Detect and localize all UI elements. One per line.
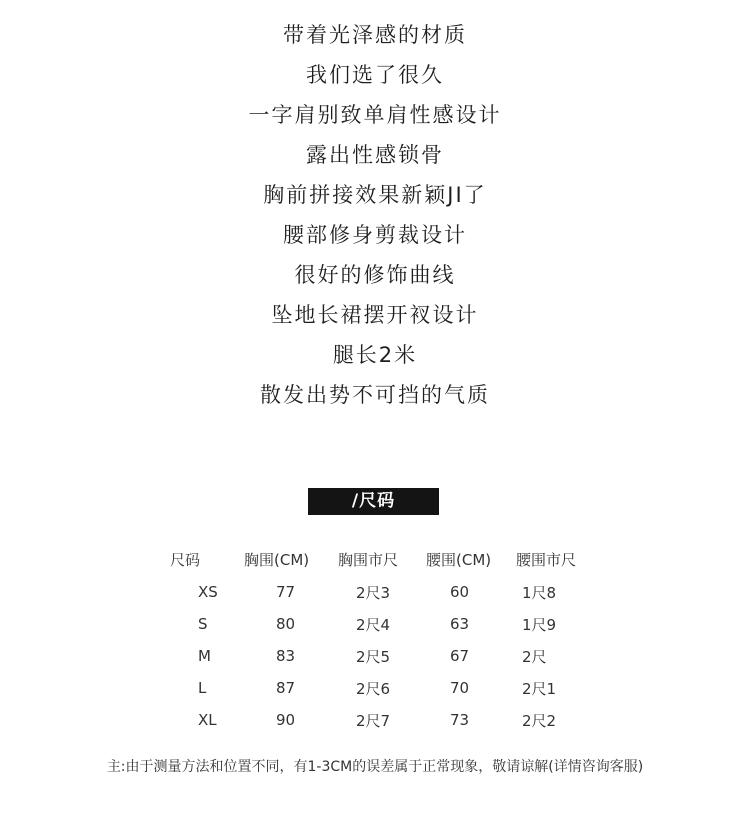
column-header: 尺码: [170, 550, 201, 569]
description-line: 一字肩别致单肩性感设计: [248, 103, 502, 127]
table-cell: XL: [198, 711, 217, 729]
column-header: 腰围市尺: [516, 550, 577, 569]
measurement-note: 主:由于测量方法和位置不同，有1-3CM的误差属于正常现象，敬请谅解(详情咨询客服): [106, 759, 644, 775]
table-row: [170, 672, 606, 704]
table-cell: 63: [450, 615, 470, 633]
size-table: [170, 542, 606, 736]
table-cell: 83: [276, 647, 296, 665]
table-row: [170, 608, 606, 640]
table-cell: 1尺9: [522, 615, 557, 634]
size-section-title: /尺码: [308, 488, 439, 515]
column-header: 胸围(CM): [244, 550, 310, 569]
description-line: 露出性感锁骨: [306, 143, 444, 167]
table-cell: L: [198, 679, 207, 697]
table-cell: 87: [276, 679, 296, 697]
table-cell: 2尺4: [356, 615, 391, 634]
table-header-row: [170, 542, 606, 576]
description-line: 我们选了很久: [306, 63, 444, 87]
description-line: 很好的修饰曲线: [294, 263, 456, 287]
table-cell: 2尺7: [356, 711, 391, 730]
table-cell: XS: [198, 583, 218, 601]
table-cell: 60: [450, 583, 470, 601]
table-cell: M: [198, 647, 211, 665]
table-cell: 67: [450, 647, 470, 665]
description-line: 散发出势不可挡的气质: [260, 383, 490, 407]
column-header: 胸围市尺: [338, 550, 399, 569]
table-cell: 77: [276, 583, 296, 601]
table-cell: 2尺2: [522, 711, 557, 730]
column-header: 腰围(CM): [426, 550, 492, 569]
table-cell: 90: [276, 711, 296, 729]
description-line: 坠地长裙摆开衩设计: [271, 303, 479, 327]
description-line: 胸前拼接效果新颖JI了: [263, 183, 487, 207]
table-cell: 70: [450, 679, 470, 697]
table-cell: 1尺8: [522, 583, 557, 602]
table-row: [170, 704, 606, 736]
table-cell: 2尺: [522, 647, 547, 666]
table-cell: 2尺5: [356, 647, 391, 666]
table-cell: 80: [276, 615, 296, 633]
description-line: 带着光泽感的材质: [283, 23, 467, 47]
table-cell: 2尺6: [356, 679, 391, 698]
table-cell: S: [198, 615, 208, 633]
table-cell: 2尺3: [356, 583, 391, 602]
description-line: 腿长2米: [332, 343, 418, 367]
table-row: [170, 576, 606, 608]
table-row: [170, 640, 606, 672]
table-cell: 73: [450, 711, 470, 729]
product-description: [0, 19, 750, 419]
description-line: 腰部修身剪裁设计: [283, 223, 467, 247]
table-cell: 2尺1: [522, 679, 557, 698]
